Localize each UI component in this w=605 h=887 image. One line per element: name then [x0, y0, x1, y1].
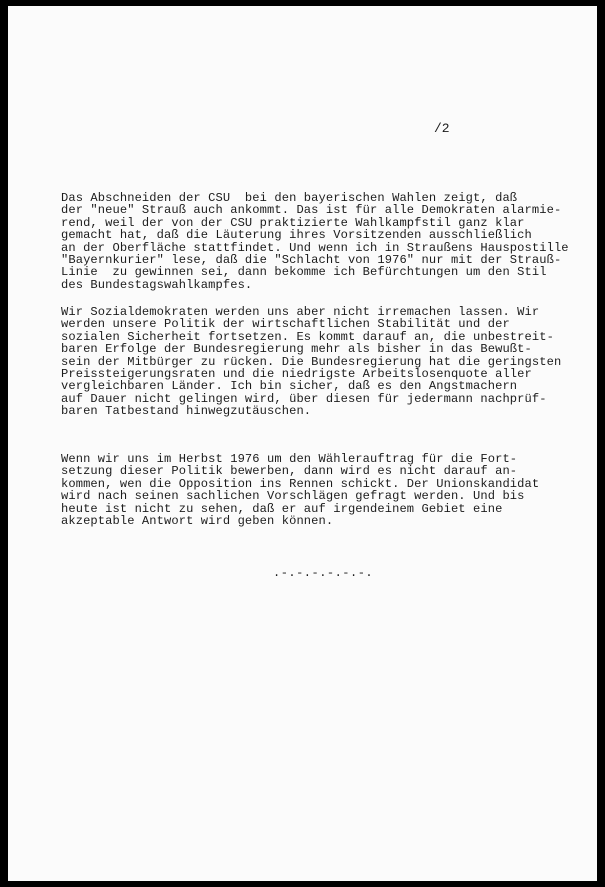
text-line: akzeptable Antwort wird geben können. — [61, 514, 334, 529]
text-line: an der Oberfläche stattfindet. Und wenn ich in Straußens Hauspostille — [61, 240, 569, 255]
paragraph-2 — [61, 306, 581, 418]
text-line: des Bundestagswahlkampfes. — [61, 277, 253, 292]
text-line: rend, weil der von der CSU praktizierte Wahlkampfstil ganz klar — [61, 215, 525, 230]
text-line: auf Dauer nicht gelingen wird, über diesen für jedermann nachprüf- — [61, 391, 547, 406]
text-line: Preissteigerungsraten und die niedrigste Arbeitslosenquote aller — [61, 367, 532, 382]
text-line: gemacht hat, daß die Läuterung ihres Vorsitzenden ausschließlich — [61, 228, 532, 243]
text-line: sozialen Sicherheit fortsetzen. Es kommt darauf an, die unbestreit- — [61, 329, 554, 344]
text-line: baren Tatbestand hinwegzutäuschen. — [61, 404, 312, 419]
page-number: /2 — [434, 121, 450, 136]
text-line: wird nach seinen sachlichen Vorschlägen gefragt werden. Und bis — [61, 489, 525, 504]
text-line: vergleichbaren Länder. Ich bin sicher, daß es den Angstmachern — [61, 379, 518, 394]
text-line: Das Abschneiden der CSU bei den bayerischen Wahlen zeigt, daß — [61, 191, 518, 205]
closing-mark: .-.-.-.-.-.-. — [273, 566, 374, 580]
text-line: Wir Sozialdemokraten werden uns aber nicht irremachen lassen. Wir — [61, 305, 540, 319]
text-line: "Bayernkurier" lese, daß die "Schlacht von 1976" nur mit der Strauß- — [61, 253, 562, 268]
paragraph-1 — [61, 192, 581, 291]
text-line: der "neue" Strauß auch ankommt. Das ist für alle Demokraten alarmie- — [61, 203, 562, 218]
text-line: kommen, wen die Opposition ins Rennen schickt. Der Unionskandidat — [61, 476, 540, 491]
paragraph-3 — [61, 453, 581, 527]
document-page — [8, 6, 597, 881]
text-line: werden unsere Politik der wirtschaftlichen Stabilität und der — [61, 317, 510, 332]
text-line: Linie zu gewinnen sei, dann bekomme ich Befürchtungen um den Stil — [61, 265, 547, 280]
text-line: heute ist nicht zu sehen, daß er auf irgendeinem Gebiet eine — [61, 501, 503, 516]
text-line: sein der Mitbürger zu rücken. Die Bundesregierung hat die geringsten — [61, 354, 562, 369]
text-line: setzung dieser Politik bewerben, dann wird es nicht darauf an- — [61, 464, 518, 479]
text-line: Wenn wir uns im Herbst 1976 um den Wählerauftrag für die Fort- — [61, 452, 518, 466]
text-line: baren Erfolge der Bundesregierung mehr als bisher in das Bewußt- — [61, 342, 532, 357]
